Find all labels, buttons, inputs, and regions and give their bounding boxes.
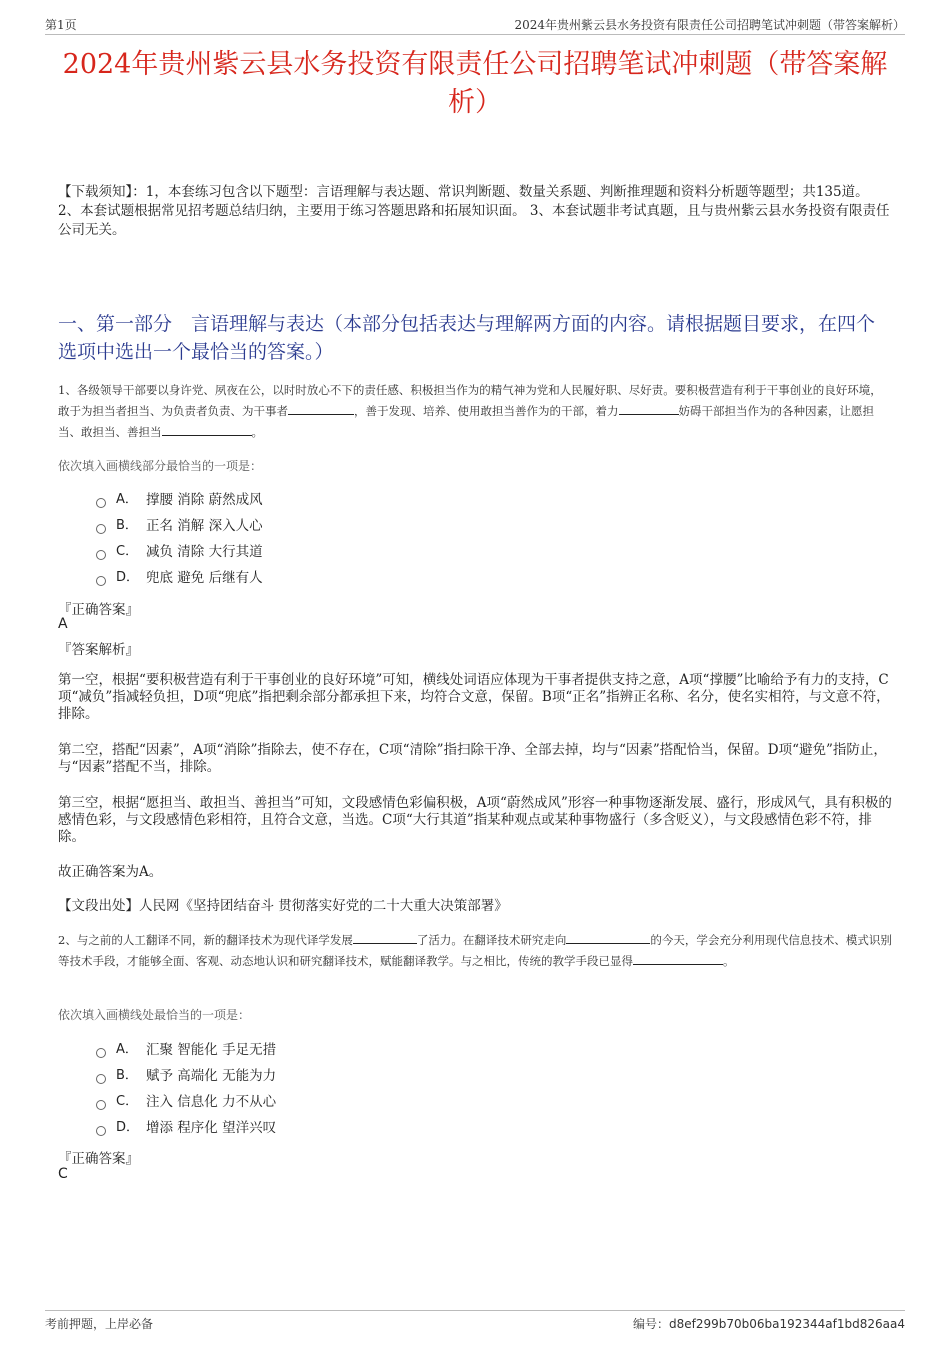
analysis-label: 『答案解析』 [58, 642, 139, 658]
section-heading: 一、第一部分 言语理解与表达（本部分包括表达与理解两方面的内容。请根据题目要求，在四个选项中选出一个最恰当的答案。） [58, 313, 876, 363]
analysis-paragraph: 第一空，根据“要积极营造有利于干事创业的良好环境”可知，横线处词语应体现为干事者提供支持之意，A项“撑腰”比喻给予有力的支持，C项“减负”指减轻负担，D项“兜底”指把剩余部分都承担下来，均符合文意，保留。B项“正名”指辨正名称、名分，使名实相符，与文意不符，排除。 [58, 672, 890, 722]
header-doc-title: 2024年贵州紫云县水务投资有限责任公司招聘笔试冲刺题（带答案解析） [514, 18, 905, 32]
blank-3 [633, 952, 723, 965]
source-citation: 【文段出处】人民网《坚持团结奋斗 贯彻落实好党的二十大重大决策部署》 [58, 898, 508, 914]
question-2-stem: 2、与之前的人工翻译不同，新的翻译技术为现代译学发展 了活力。在翻译技术研究走向 的今天，学会充分利用现代信息技术、模式识别等技术手段，才能够全面、客观、动态地认识和研究翻译技术，赋能翻译教学。与之相比，传统的教学手段已显得 。 [58, 933, 892, 968]
blank-1 [353, 931, 417, 944]
document-code: 编号：d8ef299b70b06ba192344af1bd826aa4 [632, 1317, 905, 1331]
option-d[interactable]: D． 增添 程序化 望洋兴叹 [96, 1115, 276, 1141]
correct-answer: C [58, 1166, 68, 1182]
option-b[interactable]: B． 正名 消解 深入人心 [96, 513, 263, 539]
page-number: 第1页 [45, 18, 77, 32]
page-header [45, 16, 905, 35]
option-b[interactable]: B． 赋予 高端化 无能为力 [96, 1063, 276, 1089]
radio-icon[interactable] [96, 1048, 106, 1058]
radio-icon[interactable] [96, 524, 106, 534]
option-c[interactable]: C． 注入 信息化 力不从心 [96, 1089, 276, 1115]
blank-1 [288, 402, 354, 415]
question-2-prompt: 依次填入画横线处最恰当的一项是： [58, 1008, 251, 1022]
radio-icon[interactable] [96, 1100, 106, 1110]
analysis-paragraph: 第三空，根据“愿担当、敢担当、善担当”可知，文段感情色彩偏积极，A项“蔚然成风”形容一种事物逐渐发展、盛行，形成风气，具有积极的感情色彩，与文段感情色彩相符，且符合文意，当选。C项“大行其道”指某种观点或某种事物盛行（多含贬义），与文段感情色彩不符，排除。 [58, 795, 892, 845]
document-title: 2024年贵州紫云县水务投资有限责任公司招聘笔试冲刺题（带答案解析） [62, 49, 888, 118]
blank-2 [566, 931, 650, 944]
option-a[interactable]: A． 汇聚 智能化 手足无措 [96, 1037, 276, 1063]
radio-icon[interactable] [96, 1074, 106, 1084]
question-1-stem: 1、各级领导干部要以身许党、夙夜在公，以时时放心不下的责任感、积极担当作为的精气神为党和人民履好职、尽好责。要积极营造有利于干事创业的良好环境，敢于为担当者担当、为负责者负责、为干事者 ，善于发现、培养、使用敢担当善作为的干部，着力 妨碍干部担当作为的各种因素，让愿担当、敢担当、善担当 。 [58, 383, 882, 439]
question-1-options [96, 487, 263, 591]
page-footer [45, 1310, 905, 1331]
footer-slogan: 考前押题，上岸必备 [45, 1317, 154, 1331]
analysis-paragraph: 第二空，搭配“因素”，A项“消除”指除去，使不存在，C项“清除”指扫除干净、全部去掉，均与“因素”搭配恰当，保留。D项“避免”指防止，与“因素”搭配不当，排除。 [58, 742, 887, 775]
blank-2 [619, 402, 679, 415]
option-d[interactable]: D． 兜底 避免 后继有人 [96, 565, 263, 591]
blank-3 [162, 423, 252, 436]
analysis-conclusion: 故正确答案为A。 [58, 864, 163, 880]
download-notice: 【下载须知】：1，本套练习包含以下题型：言语理解与表达题、常识判断题、数量关系题、判断推理题和资料分析题等题型；共135道。 2、本套试题根据常见招考题总结归纳，主要用于练习答题思路和拓展知识面。 3、本套试题非考试真题，且与贵州紫云县水务投资有限责任公司无关。 [58, 184, 890, 238]
option-a[interactable]: A． 撑腰 消除 蔚然成风 [96, 487, 263, 513]
radio-icon[interactable] [96, 550, 106, 560]
question-2-options [96, 1037, 276, 1141]
radio-icon[interactable] [96, 576, 106, 586]
option-c[interactable]: C． 减负 清除 大行其道 [96, 539, 263, 565]
radio-icon[interactable] [96, 1126, 106, 1136]
correct-answer: A [58, 616, 68, 632]
correct-answer-label: 『正确答案』 [58, 1151, 139, 1167]
question-1-prompt: 依次填入画横线部分最恰当的一项是： [58, 459, 263, 473]
correct-answer-label: 『正确答案』 [58, 602, 139, 618]
radio-icon[interactable] [96, 498, 106, 508]
